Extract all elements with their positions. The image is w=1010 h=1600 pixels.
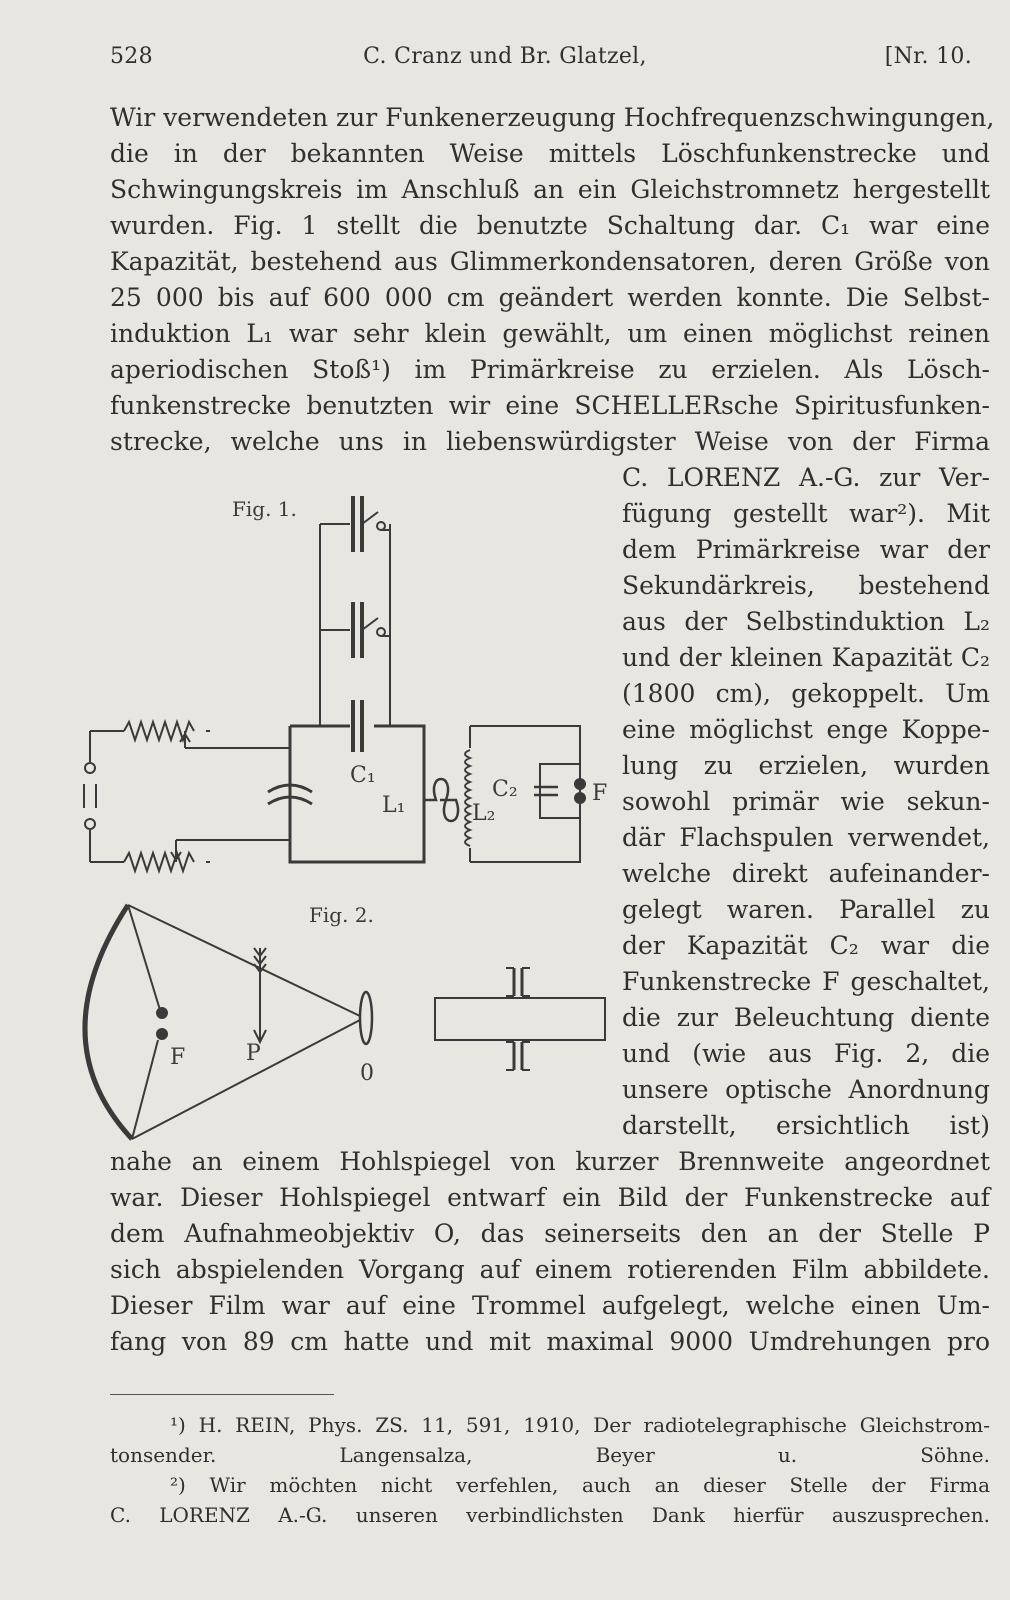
body-line: und (wie aus Fig. 2, die [622, 1039, 990, 1068]
body-line: Wir verwendeten zur Funkenerzeugung Hochfrequenzschwingungen, [110, 103, 995, 132]
body-line: Dieser Film war auf eine Trommel aufgelegt, welche einen Um- [110, 1291, 990, 1320]
body-line: die zur Beleuchtung diente [622, 1003, 990, 1032]
body-line: gelegt waren. Parallel zu [622, 895, 990, 924]
footnote-1: ¹) H. REIN, Phys. ZS. 11, 591, 1910, Der radiotelegraphische Gleichstrom- [170, 1413, 990, 1437]
fig2-label-p: P [246, 1041, 261, 1066]
page-number: 528 [110, 44, 153, 69]
fig1-label-c2: C₂ [492, 777, 518, 802]
body-line: sowohl primär wie sekun- [622, 787, 990, 816]
body-line: sich abspielenden Vorgang auf einem rotierenden Film abbildete. [110, 1255, 990, 1284]
body-line: dem Primärkreise war der [622, 535, 990, 564]
footnote-2: ²) Wir möchten nicht verfehlen, auch an dieser Stelle der Firma [170, 1473, 990, 1497]
body-line: aus der Selbstinduktion L₂ [622, 607, 990, 636]
fig1-label-l1: L₁ [382, 793, 406, 818]
fig1-label-l2: L₂ [472, 801, 496, 826]
body-line: wurden. Fig. 1 stellt die benutzte Schaltung dar. C₁ war eine [110, 211, 990, 240]
body-line: die in der bekannten Weise mittels Löschfunkenstrecke und [110, 139, 990, 168]
fig1-circuit [84, 496, 585, 871]
footnote-2-cont: C. LORENZ A.-G. unseren verbindlichsten Dank hierfür auszusprechen. [110, 1503, 990, 1527]
body-line: där Flachspulen verwendet, [622, 823, 990, 852]
body-line: Kapazität, bestehend aus Glimmerkondensatoren, deren Größe von [110, 247, 990, 276]
body-line: (1800 cm), gekoppelt. Um [622, 679, 990, 708]
body-line: darstellt, ersichtlich ist) [622, 1111, 990, 1140]
body-line: induktion L₁ war sehr klein gewählt, um einen möglichst reinen [110, 319, 990, 348]
body-line: strecke, welche uns in liebenswürdigster Weise von der Firma [110, 427, 990, 456]
fig1-caption: Fig. 1. [232, 497, 297, 521]
fig1-label-c1: C₁ [350, 763, 376, 788]
body-line: fang von 89 cm hatte und mit maximal 9000 Umdrehungen pro [110, 1327, 990, 1356]
body-line: Schwingungskreis im Anschluß an ein Gleichstromnetz hergestellt [110, 175, 990, 204]
body-line: der Kapazität C₂ war die [622, 931, 990, 960]
footnote-1-cont: tonsender. Langensalza, Beyer u. Söhne. [110, 1443, 990, 1467]
body-line: dem Aufnahmeobjektiv O, das seinerseits den an der Stelle P [110, 1219, 990, 1248]
body-line: lung zu erzielen, wurden [622, 751, 990, 780]
fig2-caption: Fig. 2. [309, 903, 374, 927]
body-line: Funkenstrecke F geschaltet, [622, 967, 990, 996]
body-line: funkenstrecke benutzten wir eine SCHELLERsche Spiritusfunken- [110, 391, 990, 420]
body-line: aperiodischen Stoß¹) im Primärkreise zu erzielen. Als Lösch- [110, 355, 990, 384]
running-head-authors: C. Cranz und Br. Glatzel, [363, 44, 647, 69]
body-line: und der kleinen Kapazität C₂ [622, 643, 990, 672]
body-line: 25 000 bis auf 600 000 cm geändert werden konnte. Die Selbst- [110, 283, 990, 312]
footnote-rule [110, 1394, 334, 1395]
fig1-label-f: F [592, 781, 608, 806]
body-line: eine möglichst enge Koppe- [622, 715, 990, 744]
body-line: welche direkt aufeinander- [622, 859, 990, 888]
running-head-issue: [Nr. 10. [884, 44, 972, 69]
fig2-label-f: F [170, 1045, 186, 1070]
body-line: fügung gestellt war²). Mit [622, 499, 990, 528]
body-line: nahe an einem Hohlspiegel von kurzer Brennweite angeordnet [110, 1147, 990, 1176]
body-line: unsere optische Anordnung [622, 1075, 990, 1104]
body-line: C. LORENZ A.-G. zur Ver- [622, 463, 990, 492]
fig2-optics [85, 905, 605, 1139]
body-line: Sekundärkreis, bestehend [622, 571, 990, 600]
body-line: war. Dieser Hohlspiegel entwarf ein Bild der Funkenstrecke auf [110, 1183, 990, 1212]
fig2-label-o: 0 [360, 1061, 374, 1086]
